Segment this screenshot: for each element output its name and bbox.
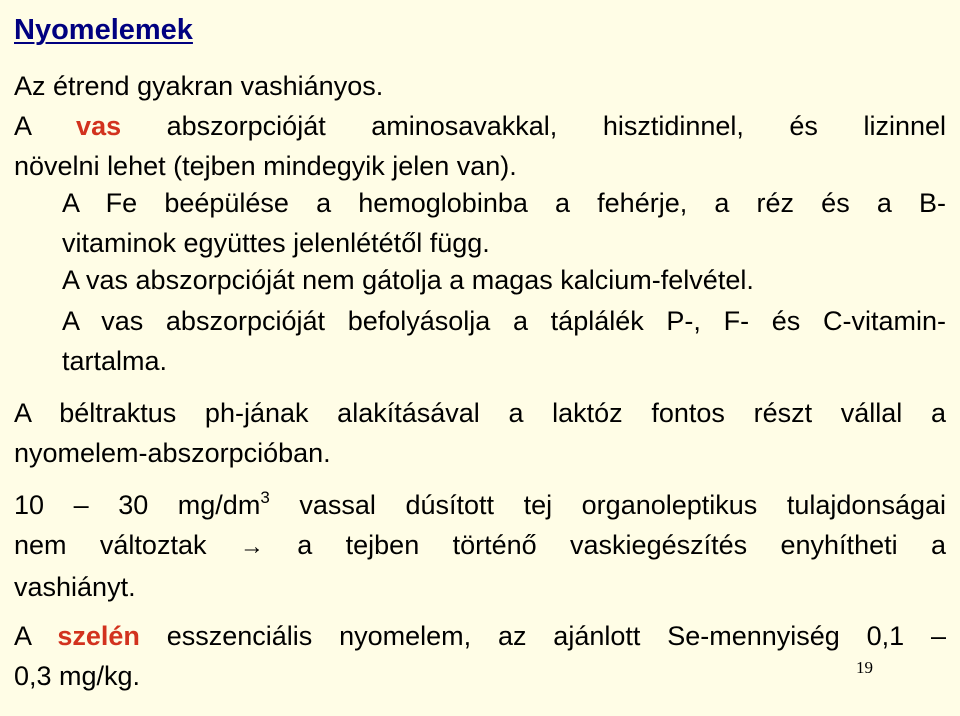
paragraph-7-line-3: vashiányt. <box>14 572 136 602</box>
text-segment: 10 – 30 mg/dm <box>14 490 261 520</box>
paragraph-6-line-1: A béltraktus ph-jának alakításával a laktóz fontos részt vállal a <box>14 398 946 428</box>
paragraph-8-line-2: 0,3 mg/kg. <box>14 661 141 691</box>
paragraph-6-line-2: nyomelem-abszorpcióban. <box>14 438 331 468</box>
paragraph-8-line-1 <box>14 616 946 656</box>
superscript: 3 <box>260 488 270 507</box>
paragraph-7-line-2 <box>14 525 946 567</box>
text-segment: A <box>14 111 77 141</box>
paragraph-3 <box>62 183 946 263</box>
paragraph-3-line-2: vitaminok együttes jelenlététől függ. <box>62 228 490 258</box>
paragraph-2-line-1 <box>14 106 946 146</box>
paragraph-4 <box>62 260 946 300</box>
arrow-right-icon: → <box>239 533 264 560</box>
paragraph-3-line-1: A Fe beépülése a hemoglobinba a fehérje, a réz és a B- <box>62 188 946 218</box>
paragraph-5-line-2: tartalma. <box>62 346 168 376</box>
text-segment: vassal dúsított tej organoleptikus tulajdonságai <box>269 490 946 520</box>
paragraph-5 <box>62 301 946 381</box>
text-segment: esszenciális nyomelem, az ajánlott Se-mennyiség 0,1 – <box>139 621 946 651</box>
text-segment: nem változtak <box>14 530 240 560</box>
highlight-szelen: szelén <box>57 621 140 651</box>
paragraph-5-line-1: A vas abszorpcióját befolyásolja a táplálék P-, F- és C-vitamin- <box>62 306 946 336</box>
paragraph-6 <box>14 393 946 473</box>
paragraph-1-text: Az étrend gyakran vashiányos. <box>14 71 384 101</box>
text-segment: abszorpcióját aminosavakkal, hisztidinnel, és lizinnel <box>121 111 946 141</box>
page-number: 19 <box>856 658 873 677</box>
paragraph-8 <box>14 616 946 696</box>
paragraph-2 <box>14 106 946 186</box>
paragraph-1 <box>14 66 946 106</box>
slide-title: Nyomelemek <box>14 14 193 46</box>
paragraph-4-text: A vas abszorpcióját nem gátolja a magas kalcium-felvétel. <box>62 265 754 295</box>
text-segment: a tejben történő vaskiegészítés enyhítheti a <box>263 530 946 560</box>
paragraph-7 <box>14 485 946 607</box>
paragraph-2-line-2: növelni lehet (tejben mindegyik jelen van). <box>14 151 517 181</box>
paragraph-7-line-1 <box>14 485 946 525</box>
text-segment: A <box>14 621 58 651</box>
highlight-vas: vas <box>76 111 122 141</box>
